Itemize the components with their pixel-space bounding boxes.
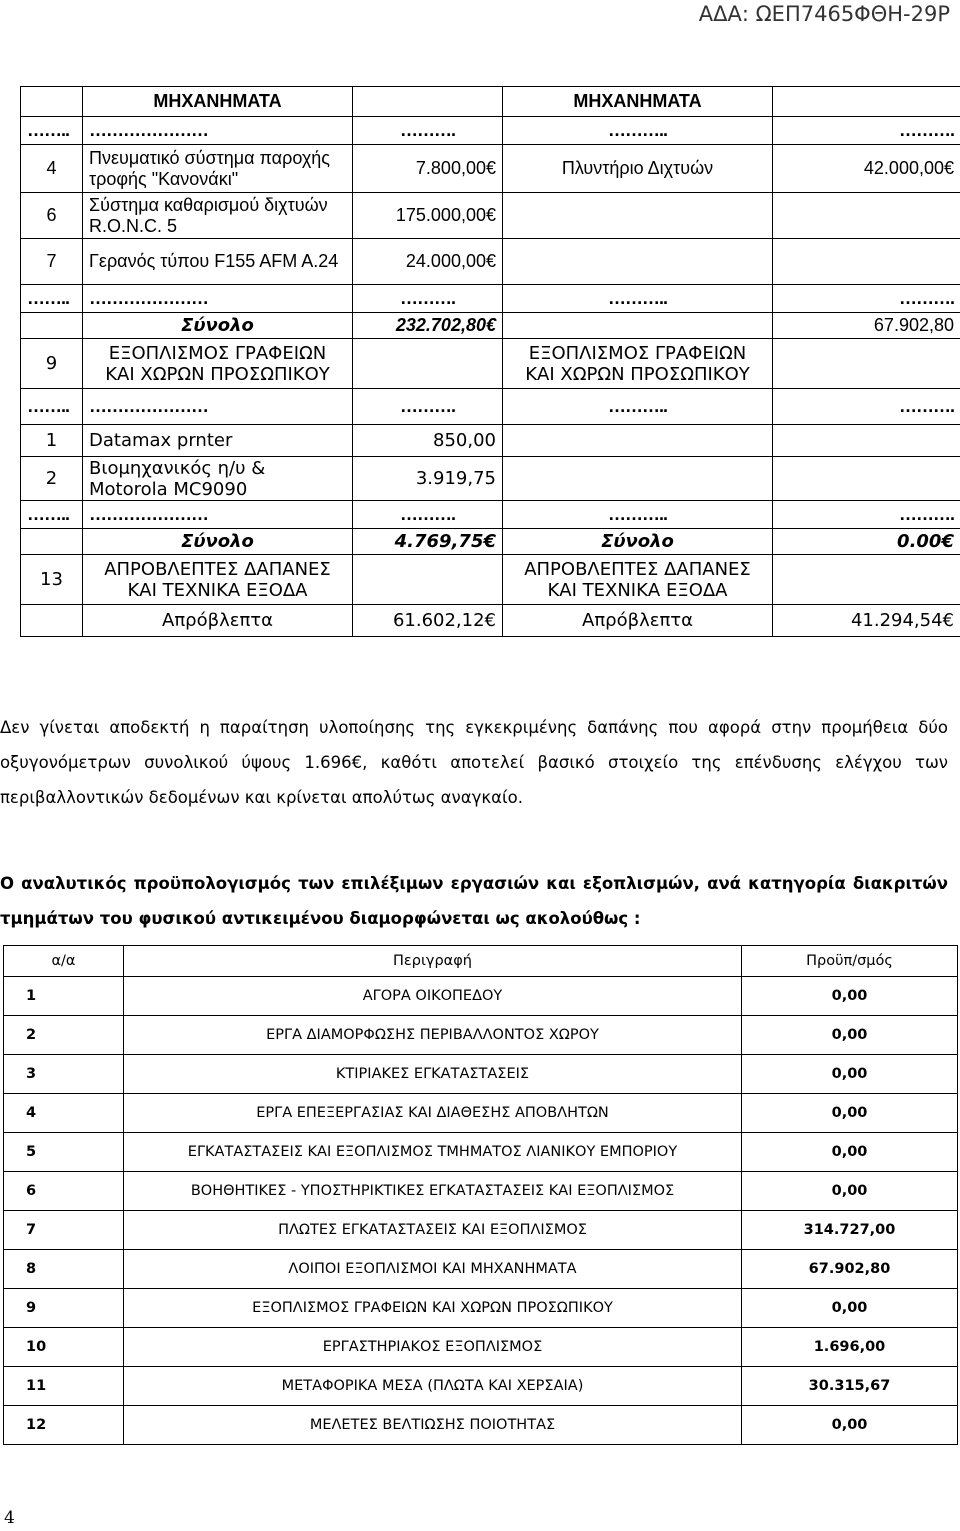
table-row [4, 1172, 958, 1211]
row-value: 67.902,80 [742, 1250, 958, 1289]
machine-row [21, 193, 960, 239]
ellipsis-cell: ………. [353, 117, 503, 145]
ellipsis-cell: ……….. [503, 389, 773, 425]
machines-heading-left: ΜΗΧΑΝΗΜΑΤΑ [83, 87, 353, 117]
ellipsis-cell: ………. [353, 501, 503, 529]
row-description: ΛΟΙΠΟΙ ΕΞΟΠΛΙΣΜΟΙ ΚΑΙ ΜΗΧΑΝΗΜΑΤΑ [124, 1250, 742, 1289]
unforeseen-value: 61.602,12€ [353, 605, 503, 637]
unforeseen-heading-row [21, 555, 960, 605]
ellipsis-cell: ……….. [503, 285, 773, 313]
table-row [4, 1406, 958, 1445]
row-number: 6 [4, 1172, 124, 1211]
row-number: 3 [4, 1055, 124, 1094]
paragraph-line: Ο αναλυτικός προϋπολογισμός των επιλέξιμων εργασιών και εξοπλισμών, ανά κατηγορία διακριτών [0, 874, 948, 893]
ellipsis-cell: ………………… [83, 285, 353, 313]
office-heading-left: ΕΞΟΠΛΙΣΜΟΣ ΓΡΑΦΕΙΩΝ ΚΑΙ ΧΩΡΩΝ ΠΡΟΣΩΠΙΚΟΥ [83, 339, 353, 389]
budget-intro-paragraph [0, 866, 948, 936]
header-num: α/α [4, 946, 124, 977]
machine-description: Πνευματικό σύστημα παροχής τροφής "Κανονάκι" [83, 145, 353, 193]
row-value: 0,00 [742, 1016, 958, 1055]
row-value: 0,00 [742, 1406, 958, 1445]
ellipsis-row [21, 117, 960, 145]
ellipsis-cell: ………………… [83, 117, 353, 145]
paragraph-line: Δεν γίνεται αποδεκτή η παραίτηση υλοποίησης της εγκεκριμένης δαπάνης που αφορά στην προμήθεια δύο [0, 718, 948, 737]
total-label: Σύνολο [83, 313, 353, 339]
table-row [4, 1367, 958, 1406]
right-unforeseen-label: Απρόβλεπτα [503, 605, 773, 637]
ellipsis-cell: ………. [353, 389, 503, 425]
row-description: ΚΤΙΡΙΑΚΕΣ ΕΓΚΑΤΑΣΤΑΣΕΙΣ [124, 1055, 742, 1094]
unforeseen-heading-right: ΑΠΡΟΒΛΕΠΤΕΣ ΔΑΠΑΝΕΣ ΚΑΙ ΤΕΧΝΙΚΑ ΕΞΟΔΑ [503, 555, 773, 605]
right-machine-description: Πλυντήριο Διχτυών [503, 145, 773, 193]
row-number: 1 [4, 977, 124, 1016]
right-office-total-value: 0.00€ [773, 529, 960, 555]
row-value: 0,00 [742, 1094, 958, 1133]
machine-value: 7.800,00€ [353, 145, 503, 193]
heading-row [21, 87, 960, 117]
budget-table [3, 945, 958, 1445]
office-item-row [21, 425, 960, 457]
header-budget: Προϋπ/σμός [742, 946, 958, 977]
table-row [4, 1211, 958, 1250]
ellipsis-cell: ……….. [503, 501, 773, 529]
page-number: 4 [4, 1508, 15, 1528]
row-number: 2 [4, 1016, 124, 1055]
table-row [4, 1133, 958, 1172]
row-value: 0,00 [742, 1172, 958, 1211]
row-description: ΕΡΓΑΣΤΗΡΙΑΚΟΣ ΕΞΟΠΛΙΣΜΟΣ [124, 1328, 742, 1367]
row-number: 12 [4, 1406, 124, 1445]
unforeseen-label: Απρόβλεπτα [83, 605, 353, 637]
equipment-comparison-table [20, 86, 960, 637]
office-heading-row [21, 339, 960, 389]
row-value: 1.696,00 [742, 1328, 958, 1367]
office-total-value: 4.769,75€ [353, 529, 503, 555]
paragraph-line: τμημάτων του φυσικού αντικειμένου διαμορφώνεται ως ακολούθως : [0, 909, 641, 928]
ellipsis-cell: ………. [773, 501, 960, 529]
ellipsis-cell: ………………… [83, 501, 353, 529]
ellipsis-cell: ………. [773, 389, 960, 425]
row-number: 4 [21, 145, 83, 193]
row-description: ΜΕΤΑΦΟΡΙΚΑ ΜΕΣΑ (ΠΛΩΤΑ ΚΑΙ ΧΕΡΣΑΙΑ) [124, 1367, 742, 1406]
rejection-paragraph [0, 710, 948, 815]
row-number: 5 [4, 1133, 124, 1172]
paragraph-line: περιβαλλοντικών δεδομένων και κρίνεται απολύτως αναγκαίο. [0, 788, 523, 807]
header-description: Περιγραφή [124, 946, 742, 977]
ellipsis-row [21, 501, 960, 529]
right-office-total-label: Σύνολο [503, 529, 773, 555]
table-row [4, 1250, 958, 1289]
office-item-value: 3.919,75 [353, 457, 503, 501]
table-row [4, 1055, 958, 1094]
office-item-value: 850,00 [353, 425, 503, 457]
row-value: 30.315,67 [742, 1367, 958, 1406]
row-description: ΕΡΓΑ ΕΠΕΞΕΡΓΑΣΙΑΣ ΚΑΙ ΔΙΑΘΕΣΗΣ ΑΠΟΒΛΗΤΩΝ [124, 1094, 742, 1133]
document-id-header: ΑΔΑ: ΩΕΠ7465ΦΘΗ-29Ρ [698, 2, 950, 26]
row-number: 9 [21, 339, 83, 389]
machine-value: 175.000,00€ [353, 193, 503, 239]
ellipsis-cell: ………. [353, 285, 503, 313]
machine-value: 24.000,00€ [353, 239, 503, 285]
ellipsis-row [21, 389, 960, 425]
machines-total-row [21, 313, 960, 339]
row-number: 13 [21, 555, 83, 605]
row-number: 6 [21, 193, 83, 239]
table-row [4, 1289, 958, 1328]
row-number: 4 [4, 1094, 124, 1133]
row-value: 0,00 [742, 1055, 958, 1094]
row-value: 0,00 [742, 977, 958, 1016]
paragraph-line: οξυγονόμετρων συνολικού ύψους 1.696€, καθότι αποτελεί βασικό στοιχείο της επένδυσης ελέγχου των [0, 753, 948, 772]
row-description: ΕΓΚΑΤΑΣΤΑΣΕΙΣ ΚΑΙ ΕΞΟΠΛΙΣΜΟΣ ΤΜΗΜΑΤΟΣ ΛΙΑΝΙΚΟΥ ΕΜΠΟΡΙΟΥ [124, 1133, 742, 1172]
machine-description: Γερανός τύπου F155 AFM A.24 [83, 239, 353, 285]
right-unforeseen-value: 41.294,54€ [773, 605, 960, 637]
unforeseen-row [21, 605, 960, 637]
ellipsis-cell: ……….. [503, 117, 773, 145]
row-number: 11 [4, 1367, 124, 1406]
ellipsis-row [21, 285, 960, 313]
office-item-row [21, 457, 960, 501]
row-number: 10 [4, 1328, 124, 1367]
table-row [4, 977, 958, 1016]
row-value: 0,00 [742, 1289, 958, 1328]
machine-row [21, 239, 960, 285]
row-description: ΠΛΩΤΕΣ ΕΓΚΑΤΑΣΤΑΣΕΙΣ ΚΑΙ ΕΞΟΠΛΙΣΜΟΣ [124, 1211, 742, 1250]
office-item-description: Βιομηχανικός η/υ & Motorola MC9090 [83, 457, 353, 501]
ellipsis-cell: …….. [21, 501, 83, 529]
office-item-description: Datamax prnter [83, 425, 353, 457]
row-description: ΜΕΛΕΤΕΣ ΒΕΛΤΙΩΣΗΣ ΠΟΙΟΤΗΤΑΣ [124, 1406, 742, 1445]
table-row [4, 1328, 958, 1367]
ellipsis-cell: ………. [773, 285, 960, 313]
table-row [4, 1016, 958, 1055]
row-description: ΑΓΟΡΑ ΟΙΚΟΠΕΔΟΥ [124, 977, 742, 1016]
ellipsis-cell: ………………… [83, 389, 353, 425]
machine-description: Σύστημα καθαρισμού διχτυών R.O.N.C. 5 [83, 193, 353, 239]
unforeseen-heading-left: ΑΠΡΟΒΛΕΠΤΕΣ ΔΑΠΑΝΕΣ ΚΑΙ ΤΕΧΝΙΚΑ ΕΞΟΔΑ [83, 555, 353, 605]
row-value: 314.727,00 [742, 1211, 958, 1250]
right-total-value: 67.902,80 [773, 313, 960, 339]
office-total-label: Σύνολο [83, 529, 353, 555]
row-description: ΒΟΗΘΗΤΙΚΕΣ - ΥΠΟΣΤΗΡΙΚΤΙΚΕΣ ΕΓΚΑΤΑΣΤΑΣΕΙΣ ΚΑΙ ΕΞΟΠΛΙΣΜΟΣ [124, 1172, 742, 1211]
ellipsis-cell: …….. [21, 117, 83, 145]
row-number: 9 [4, 1289, 124, 1328]
budget-header-row [4, 946, 958, 977]
total-value: 232.702,80€ [353, 313, 503, 339]
table-row [4, 1094, 958, 1133]
ellipsis-cell: …….. [21, 389, 83, 425]
right-machine-value: 42.000,00€ [773, 145, 960, 193]
row-number: 7 [4, 1211, 124, 1250]
ellipsis-cell: …….. [21, 285, 83, 313]
row-value: 0,00 [742, 1133, 958, 1172]
row-number: 2 [21, 457, 83, 501]
row-description: ΕΡΓΑ ΔΙΑΜΟΡΦΩΣΗΣ ΠΕΡΙΒΑΛΛΟΝΤΟΣ ΧΩΡΟΥ [124, 1016, 742, 1055]
row-number: 8 [4, 1250, 124, 1289]
office-heading-right: ΕΞΟΠΛΙΣΜΟΣ ΓΡΑΦΕΙΩΝ ΚΑΙ ΧΩΡΩΝ ΠΡΟΣΩΠΙΚΟΥ [503, 339, 773, 389]
machines-heading-right: ΜΗΧΑΝΗΜΑΤΑ [503, 87, 773, 117]
machine-row [21, 145, 960, 193]
row-description: ΕΞΟΠΛΙΣΜΟΣ ΓΡΑΦΕΙΩΝ ΚΑΙ ΧΩΡΩΝ ΠΡΟΣΩΠΙΚΟΥ [124, 1289, 742, 1328]
row-number: 1 [21, 425, 83, 457]
ellipsis-cell: ………. [773, 117, 960, 145]
row-number: 7 [21, 239, 83, 285]
office-total-row [21, 529, 960, 555]
